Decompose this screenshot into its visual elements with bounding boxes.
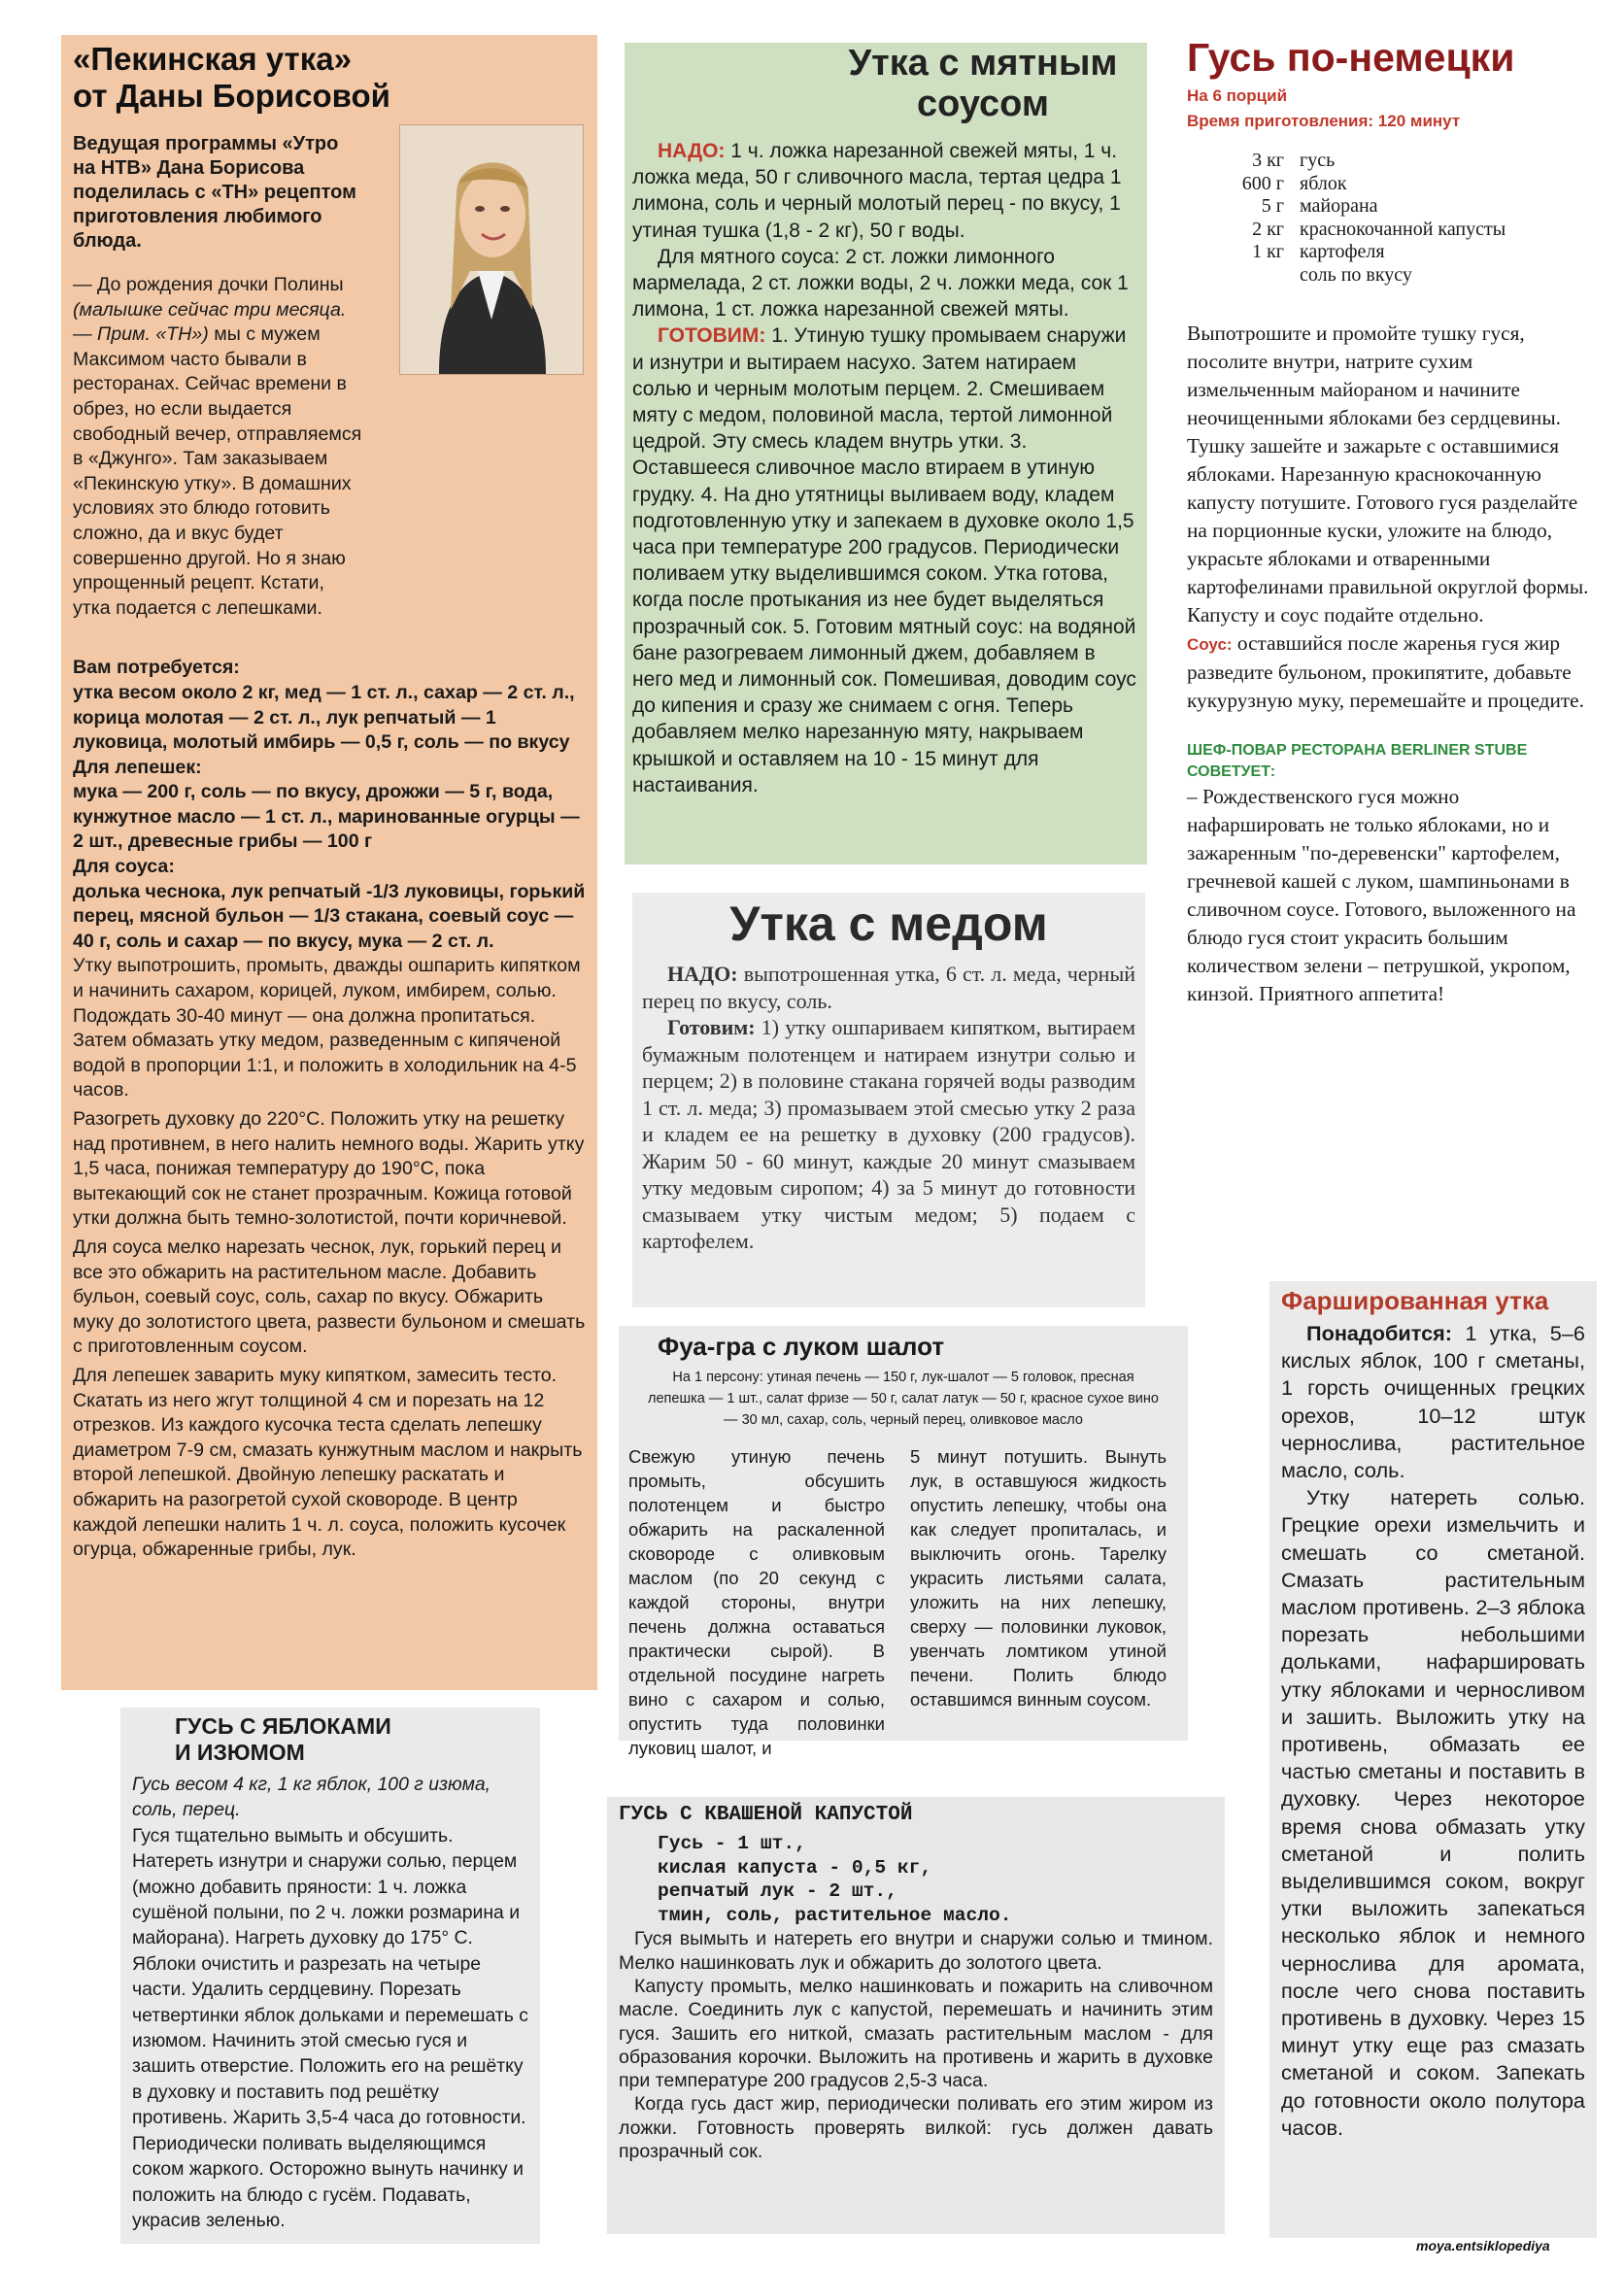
mint-ingredients: НАДО: 1 ч. ложка нарезанной свежей мяты, 1 ч. ложка меда, 50 г сливочного масла, тертая цедра 1 лимона, соль и черный молотый перец - по вкусу, 1 утиная тушка (1,8 - 2 кг), 50 г воды. <box>632 140 1122 242</box>
clipping-foie-gras <box>619 1326 1188 1758</box>
ingredient-quantity <box>1197 264 1300 288</box>
honey-method: Готовим: 1) утку ошпариваем кипятком, вытираем бумажным полотенцем и натираем изнутри солью и перцем; 2) в половине стакана горячей воды разводим 1 ст. л. меда; 3) промазываем этой смесью утку 2 раза и кладем ее на решетку в духовку (200 градусов). Жарим 50 - 60 минут, каждые 20 минут смазываем утку медовым сиропом; 4) за 5 минут до готовности смазываем утку чистым медом; 5) подаем с картофелем. <box>642 1015 1135 1253</box>
ingredient-row <box>1197 241 1506 264</box>
german-portions: На 6 порций <box>1187 86 1288 105</box>
sauerkraut-title: ГУСЬ С КВАШЕНОЙ КАПУСТОЙ <box>619 1804 913 1826</box>
ingredient-quantity: 1 кг <box>1252 241 1284 262</box>
ingredient-name: яблок <box>1300 172 1347 194</box>
ingredient-quantity: 2 кг <box>1252 218 1284 240</box>
ingredient-name: картофеля <box>1300 241 1385 262</box>
sauerkraut-step3: Когда гусь даст жир, периодически поливать его этим жиром из ложки. Готовность проверять вилкой: гусь должен давать прозрачный сок. <box>619 2093 1213 2163</box>
stuffed-ingredients: Понадобится: 1 утка, 5–6 кислых яблок, 100 г сметаны, 1 горсть очищенных грецких орехов, 10–12 штук чернослива, растительное масло, соль. <box>1281 1321 1585 1483</box>
mint-title: Утка с мятным соусом <box>848 43 1118 124</box>
german-title: Гусь по-немецки <box>1187 35 1515 80</box>
clipping-goose-apples <box>120 1708 540 2244</box>
ingredient-quantity: 600 г <box>1241 172 1284 194</box>
peking-title: «Пекинская утка» от Даны Борисовой <box>73 41 390 114</box>
mint-method: ГОТОВИМ: 1. Утиную тушку промываем снаружи и изнутри и вытираем насухо. Затем натираем солью и черным молотым перцем. 2. Смешиваем мяту с медом, половиной масла, тертой лимонной цедрой. Эту смесь кладем внутрь утки. 3. Оставшееся сливочное масло втираем в утиную грудку. 4. На дно утятницы выливаем воду, кладем подготовленную утку и запекаем в духовке около 1,5 часа при температуре 200 градусов. Периодически поливаем утку выделившимся соком. Утка готова, когда после протыкания из нее будет выделяться прозрачный сок. 5. Готовим мятный соус: на водяной бане разогреваем лимонный джем, добавляем в него мед и лимонный сок. Помешивая, доводим соус до кипения и сразу же снимаем с огня. Теперь добавляем мелко нарезанную мяту, накрываем крышкой и оставляем на 10 - 15 минут для настаивания. <box>632 324 1136 796</box>
clipping-stuffed-duck <box>1269 1281 1597 2238</box>
clipping-duck-honey <box>632 893 1145 1307</box>
source-credit: moya.entsiklopediya <box>1416 2238 1550 2253</box>
peking-method: Утку выпотрошить, промыть, дважды ошпарить кипятком и начинить сахаром, корицей, луком, имбирем, солью. Подождать 30-40 минут — она должна пропитаться. Затем обмазать утку медом, разведенным с кипяченой водой в пропорции 1:1, и положить в холодильник на 4-5 часов. Разогреть духовку до 220°С. Положить утку на решетку над противнем, в него налить немного воды. Жарить утку 1,5 часа, понижая температуру до 190°С, пока вытекающий сок не станет прозрачным. Кожица готовой утки должна быть темно-золотистой, почти коричневой. Для соуса мелко нарезать чеснок, лук, горький перец и все это обжарить на растительном масле. Добавить бульон, соевый соус, соль, сахар по вкусу. Обжарить муку до золотистого цвета, развести бульоном и смешать с приготовленным соусом. Для лепешек заварить муку кипятком, замесить тесто. Скатать из него жгут толщиной 4 см и порезать на 12 отрезков. Из каждого кусочка теста сделать лепешку диаметром 7-9 см, смазать кунжутным маслом и накрыть второй лепешкой. Двойную лепешку раскатать и обжарить на разогретой сухой сковороде. В центр каждой лепешки налить 1 ч. л. соуса, положить кусочек огурца, обжаренные грибы, лук. <box>73 955 586 1561</box>
author-photo <box>399 124 584 375</box>
german-chef-advice: – Рождественского гуся можно нафаршировать не только яблоками, но и зажаренным "по-деревенски" картофелем, гречневой кашей с луком, шампиньонами в сливочном соусе. Готового, выложенного на блюдо гуся стоит украсить большим количеством зелени – петрушкой, укропом, кинзой. Приятного аппетита! <box>1187 785 1576 1005</box>
ingredient-row <box>1197 219 1506 242</box>
honey-ingredients: НАДО: выпотрошенная утка, 6 ст. л. меда, черный перец по вкусу, соль. <box>642 962 1135 1013</box>
ingredient-name: соль по вкусу <box>1300 263 1412 286</box>
apples-method: Гуся тщательно вымыть и обсушить. Натереть изнутри и снаружи солью, перцем (можно добавить пряности: 1 ч. ложка сушёной полыни, по 2 ч. ложки розмарина и майорана). Нагреть духовку до 175° С. Яблоки очистить и разрезать на четыре части. Удалить сердцевину. Порезать четвертинки яблок дольками и перемешать с изюмом. Начинить этой смесью гуся и зашить отверстие. Положить его на решётку в духовку и поставить под решётку противень. Жарить 3,5-4 часа до готовности. Периодически поливать выделяющимся соком жаркого. Осторожно вынуть начинку и положить на блюдо с гусём. Подавать, украсив зеленью. <box>132 1824 528 2231</box>
ingredient-name: майорана <box>1300 195 1378 217</box>
ingredient-quantity: 5 г <box>1261 195 1284 217</box>
sauerkraut-step2: Капусту промыть, мелко нашинковать и пожарить на сливочном масле. Соединить лук с капустой, перемешать и начинить этим гуся. Зашить его ниткой, смазать растительным маслом - для образования корочки. Выложить на противень и жарить в духовке при температуре 200 градусов 2,5-3 часа. <box>619 1975 1213 2092</box>
peking-intro: Ведущая программы «Утро на НТВ» Дана Борисова поделилась с «ТН» рецептом приготовления любимого блюда. <box>73 133 356 252</box>
foie-method-col1: Свежую утиную печень промыть, обсушить полотенцем и быстро обжарить на раскаленной сковороде с оливковым маслом (по 20 секунд с каждой стороны, внутри печень должна оставаться практически сырой). В отдельной посудине нагреть вино с сахаром и солью, опустить туда половинки луковиц шалот, и <box>628 1446 885 1758</box>
ingredient-name: краснокочанной капусты <box>1300 218 1506 240</box>
clipping-duck-mint <box>625 43 1147 864</box>
clipping-goose-sauerkraut <box>607 1797 1225 2234</box>
peking-ingredients: Вам потребуется: утка весом около 2 кг, мед — 1 ст. л., сахар — 2 ст. л., корица молотая — 2 ст. л., лук репчатый — 1 луковица, молотый имбирь — 0,5 г, соль — по вкусу Для лепешек: мука — 200 г, соль — по вкусу, дрожжи — 5 г, вода, кунжутное масло — 1 ст. л., маринованные огурцы — 2 шт., древесные грибы — 100 г Для соуса: долька чеснока, лук репчатый -1/3 луковицы, горький перец, мясной бульон — 1/3 стакана, соевый соус — 40 г, соль и сахар — по вкусу, мука — 2 ст. л. <box>73 657 586 952</box>
german-sauce: Соус: оставшийся после жаренья гуся жир разведите бульоном, прокипятите, добавьте кукурузную муку, перемешайте и процедите. <box>1187 631 1584 712</box>
foie-ingredients: На 1 персону: утиная печень — 150 г, лук-шалот — 5 головок, пресная лепешка — 1 шт., салат фризе — 50 г, салат латук — 50 г, красное сухое вино — 30 мл, сахар, соль, черный перец, оливковое масло <box>648 1370 1159 1428</box>
clipping-german-goose <box>1177 31 1601 1226</box>
foie-method-col2: 5 минут потушить. Вынуть лук, в оставшуюся жидкость опустить лепешку, чтобы она как следует пропиталась, и выключить огонь. Тарелку украсить листьями салата, уложить на них лепешку, сверху — половинки луковок, увенчать ломтиком утиной печени. Полить блюдо оставшимся винным соусом. <box>910 1446 1167 1710</box>
clipping-peking-duck <box>61 35 597 1690</box>
honey-title: Утка с медом <box>729 897 1048 951</box>
apples-title: ГУСЬ С ЯБЛОКАМИ И ИЗЮМОМ <box>175 1713 391 1765</box>
apples-ingredients: Гусь весом 4 кг, 1 кг яблок, 100 г изюма, соль, перец. <box>132 1774 491 1821</box>
peking-story: — До рождения дочки Полины (малышке сейчас три месяца. — Прим. «ТН») мы с мужем Максимом часто бывали в ресторанах. Сейчас времени в обрез, но если выдается свободный вечер, отправляемся в «Джунго». Там заказываем «Пекинскую утку». В домашних условиях это блюдо готовить сложно, да и вкус будет совершенно другой. Но я знаю упрощенный рецепт. Кстати, утка подается с лепешками. <box>73 274 362 619</box>
foie-title: Фуа-гра с луком шалот <box>658 1332 945 1361</box>
ingredient-row <box>1197 150 1506 173</box>
german-ingredients <box>1197 150 1506 287</box>
ingredient-name: гусь <box>1300 150 1336 171</box>
stuffed-title: Фаршированная утка <box>1281 1286 1549 1315</box>
ingredient-quantity: 3 кг <box>1252 150 1284 171</box>
german-method: Выпотрошите и промойте тушку гуся, посолите внутри, натрите сухим измельченным майораном и начините неочищенными яблоками без сердцевины. Тушку зашейте и зажарьте с оставшимися яблоками. Нарезанную краснокочанную капусту потушите. Готового гуся разделайте на порционные куски, уложите на блюдо, украсьте яблоками и отваренными картофелинами правильной округлой формы. Капусту и соус подайте отдельно. <box>1187 322 1589 627</box>
sauerkraut-step1: Гуся вымыть и натереть его внутри и снаружи солью и тмином. Мелко нашинковать лук и обжарить до золотого цвета. <box>619 1928 1213 1974</box>
sauerkraut-ingredients: Гусь - 1 шт., кислая капуста - 0,5 кг, репчатый лук - 2 шт., тмин, соль, растительное масло. <box>658 1833 1012 1926</box>
stuffed-method: Утку натереть солью. Грецкие орехи измельчить и смешать со сметаной. Смазать растительным маслом противень. 2–3 яблока порезать небольшими дольками, нафаршировать утку яблоками и черносливом и зашить. Выложить утку на противень, обмазать ее частью сметаны и поставить в духовку. Через некоторое время снова обмазать утку сметаной и полить выделившимся соком, вокруг утки выложить запекаться несколько яблок и немного чернослива для аромата, после чего снова поставить противень в духовку. Через 15 минут утку еще раз смазать сметаной и соком. Запекать до готовности около полутора часов. <box>1281 1485 1585 2140</box>
ingredient-row <box>1197 195 1506 219</box>
ingredient-row <box>1197 264 1506 288</box>
german-chef-heading: ШЕФ-ПОВАР РЕСТОРАНА BERLINER STUBE СОВЕТУЕТ: <box>1187 742 1528 780</box>
german-time: Время приготовления: 120 минут <box>1187 112 1461 130</box>
ingredient-row <box>1197 173 1506 196</box>
portrait-image <box>400 125 583 374</box>
mint-sauce-ingredients: Для мятного соуса: 2 ст. ложки лимонного мармелада, 2 ст. ложки воды, 2 ч. ложки меда, сок 1 лимона, 1 ст. ложка нарезанной свежей мяты. <box>632 245 1129 322</box>
